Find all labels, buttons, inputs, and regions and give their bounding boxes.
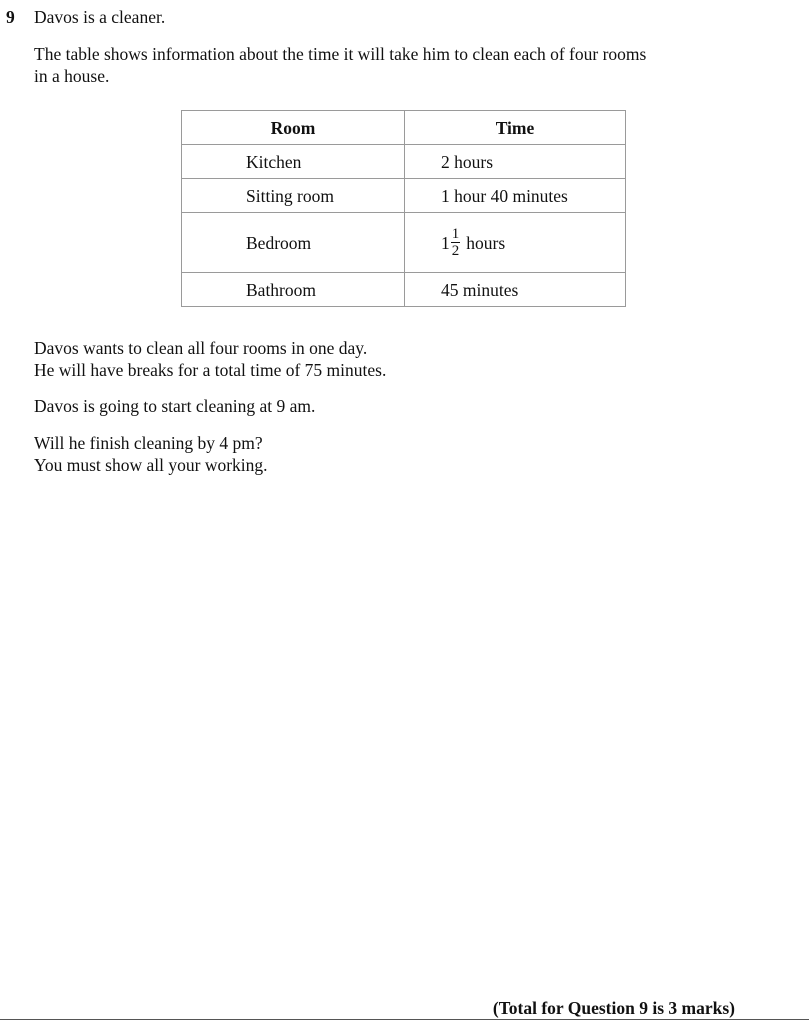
fraction-whole: 1	[441, 232, 450, 253]
task-line-2: You must show all your working.	[34, 455, 268, 475]
task-line-1: Will he finish cleaning by 4 pm?	[34, 433, 263, 453]
start-time-text: Davos is going to start cleaning at 9 am.	[34, 396, 316, 416]
table-description-line-1: The table shows information about the time it will take him to clean each of four rooms	[34, 44, 647, 64]
question-number: 9	[6, 7, 15, 27]
table-row	[182, 273, 626, 307]
time-cell: 1 hour 40 minutes	[405, 179, 626, 213]
fraction-numerator: 1	[451, 226, 460, 242]
time-cell: 45 minutes	[405, 273, 626, 307]
time-unit: hours	[466, 232, 506, 253]
mixed-fraction	[441, 226, 505, 259]
table-row	[182, 179, 626, 213]
room-cell: Sitting room	[182, 179, 405, 213]
room-time-table	[181, 110, 626, 307]
room-cell: Kitchen	[182, 145, 405, 179]
plan-text	[34, 337, 386, 381]
bottom-divider	[0, 1019, 809, 1020]
total-marks: (Total for Question 9 is 3 marks)	[492, 998, 735, 1018]
plan-line-2: He will have breaks for a total time of 75 minutes.	[34, 360, 387, 380]
table-description	[34, 43, 734, 87]
question-intro: Davos is a cleaner.	[34, 7, 166, 27]
table-row	[182, 213, 626, 273]
fraction-denominator: 2	[451, 243, 460, 259]
table-header-row	[182, 111, 626, 145]
room-cell: Bathroom	[182, 273, 405, 307]
task-text	[34, 432, 268, 476]
time-cell	[405, 213, 626, 273]
table-description-line-2: in a house.	[34, 66, 110, 86]
header-time: Time	[405, 111, 626, 145]
room-cell: Bedroom	[182, 213, 405, 273]
plan-line-1: Davos wants to clean all four rooms in one day.	[34, 338, 368, 358]
header-room: Room	[182, 111, 405, 145]
fraction	[451, 226, 461, 259]
time-cell: 2 hours	[405, 145, 626, 179]
table-row	[182, 145, 626, 179]
